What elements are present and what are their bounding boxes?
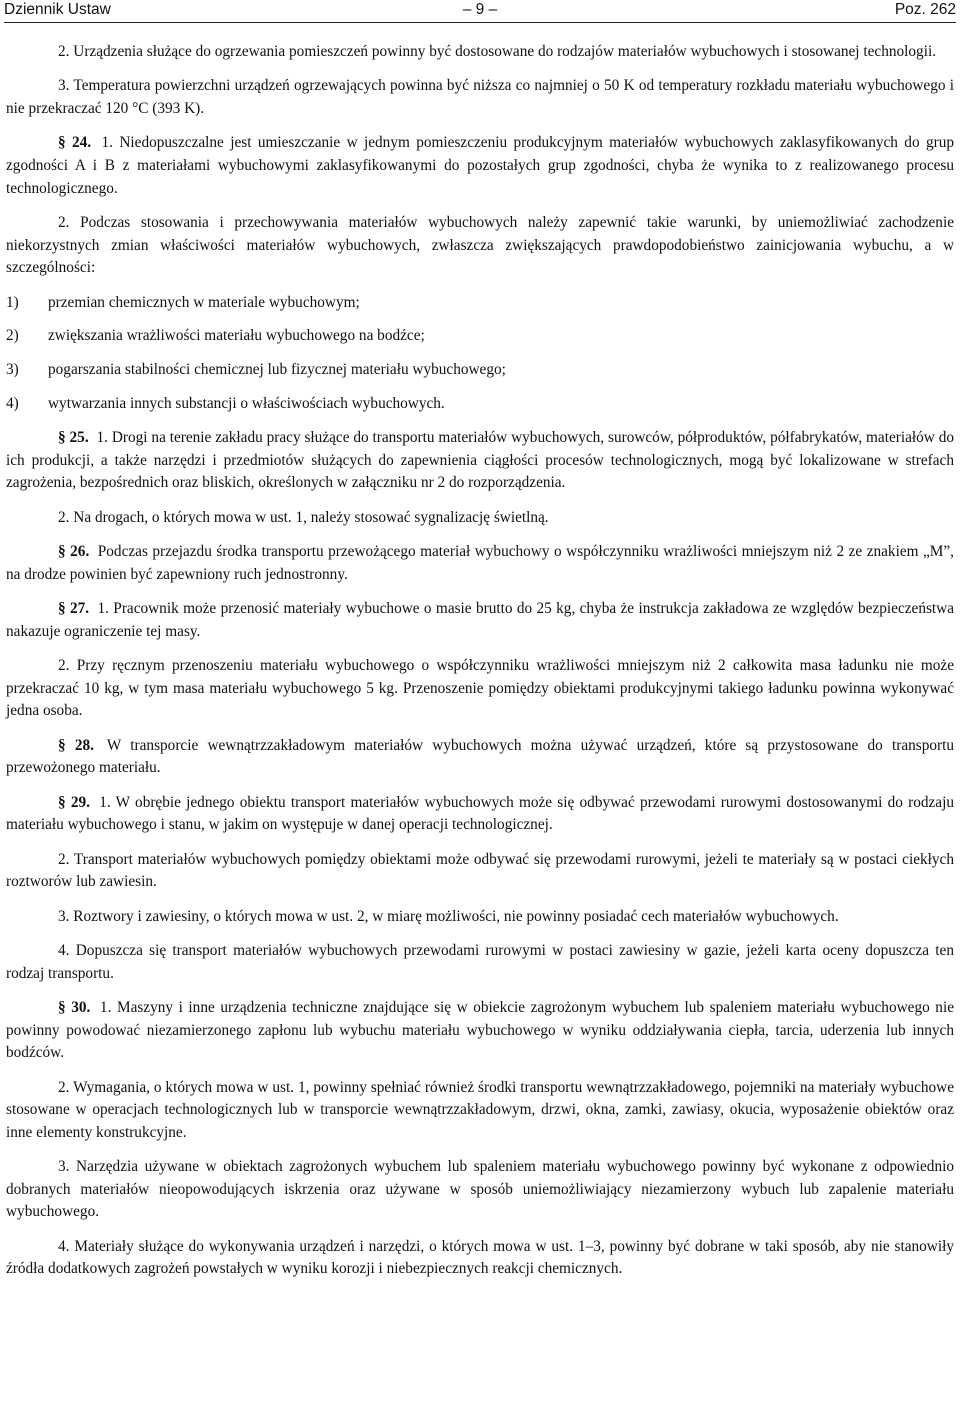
paragraph-text: 3. Roztwory i zawiesiny, o których mowa w ust. 2, w miarę możliwości, nie powinny posiadać cech materiałów wybuchowych.	[58, 907, 839, 925]
document-body	[6, 23, 954, 1281]
list-item-text: wytwarzania innych substancji o właściwościach wybuchowych.	[48, 395, 445, 413]
paragraph-text: 2. Transport materiałów wybuchowych pomiędzy obiektami może odbywać się przewodami rurowymi, jeżeli te materiały są w postaci ciekłych roztworów lub zawiesin.	[6, 850, 954, 891]
list-item-number: 4)	[6, 395, 19, 413]
paragraph-text: 2. Przy ręcznym przenoszeniu materiału wybuchowego o współczynniku wrażliwości mniejszym niż 2 całkowita masa ładunku nie może przekraczać 10 kg, w tym masa materiału wybuchowego 5 kg. Przenoszenie pomiędzy obiektami produkcyjnymi takiego ładunku powinna wykonywać jedna osoba.	[6, 657, 954, 720]
paragraph	[6, 792, 954, 837]
paragraph	[6, 1156, 954, 1224]
list-item-text: zwiększania wrażliwości materiału wybuchowego na bodźce;	[48, 327, 425, 345]
paragraph	[6, 1236, 954, 1281]
list-item	[6, 359, 954, 382]
paragraph	[6, 906, 954, 929]
list-item	[6, 292, 954, 315]
list-item-text: przemian chemicznych w materiale wybuchowym;	[48, 293, 360, 311]
paragraph	[6, 655, 954, 723]
paragraph-text: 2. Urządzenia służące do ogrzewania pomieszczeń powinny być dostosowane do rodzajów materiałów wybuchowych i stosowanej technologii.	[58, 43, 937, 60]
paragraph-text: 1. W obrębie jednego obiektu transport materiałów wybuchowych może się odbywać przewodami rurowymi dostosowanymi do rodzaju materiału wybuchowego i stanu, w jakim on występuje w danej operacji technologicznej.	[6, 793, 955, 834]
paragraph-block-2	[6, 427, 954, 1281]
list-item-number: 2)	[6, 327, 19, 345]
paragraph	[6, 541, 954, 586]
list-item-text: pogarszania stabilności chemicznej lub fizycznej materiału wybuchowego;	[48, 361, 506, 379]
paragraph-text: 1. Niedopuszczalne jest umieszczanie w jednym pomieszczeniu produkcyjnym materiałów wybuchowych zaklasyfikowanych do grup zgodności A i B z materiałami wybuchowymi zaklasyfikowanymi do pozostałych grup zgodności, chyba że wynika to z realizowanego procesu technologicznego.	[6, 134, 954, 197]
paragraph	[6, 132, 954, 200]
paragraph-text: 3. Narzędzia używane w obiektach zagrożonych wybuchem lub spaleniem materiału wybuchowego powinny być wykonane z odpowiednio dobranych materiałów nieopowodujących iskrzenia oraz używane w sposób uniemożliwiający niezamierzony wybuch lub zapalenie materiału wybuchowego.	[6, 1158, 954, 1221]
section-number: § 27.	[58, 600, 90, 618]
paragraph-block-1	[6, 41, 954, 280]
list-item-number: 3)	[6, 361, 19, 379]
paragraph	[6, 997, 954, 1065]
paragraph	[6, 598, 954, 643]
section-number: § 28.	[58, 736, 94, 754]
paragraph-text: 4. Dopuszcza się transport materiałów wybuchowych przewodami rurowymi w postaci zawiesiny w gazie, jeżeli karta oceny dopuszcza ten rodzaj transportu.	[6, 941, 954, 982]
paragraph	[6, 507, 954, 530]
paragraph-text: 3. Temperatura powierzchni urządzeń ogrzewających powinna być niższa co najmniej o 50 K od temperatury rozkładu materiału wybuchowego i nie przekraczać 120 °C (393 K).	[6, 77, 954, 117]
section-number: § 29.	[58, 793, 90, 811]
paragraph	[6, 41, 954, 64]
paragraph-text: Podczas przejazdu środka transportu przewożącego materiał wybuchowy o współczynniku wrażliwości mniejszym niż 2 ze znakiem „M”, na drodze powinien być zapewniony ruch jednostronny.	[6, 543, 955, 583]
paragraph	[6, 1077, 954, 1145]
paragraph-text: 2. Na drogach, o których mowa w ust. 1, należy stosować sygnalizację świetlną.	[58, 508, 549, 526]
page-header	[4, 0, 956, 23]
paragraph-text: 1. Maszyny i inne urządzenia techniczne znajdujące się w obiekcie zagrożonym wybuchem lub spaleniem materiału wybuchowego nie powinny powodować niezamierzonego zapłonu lub wybuchu materiału wybuchowego w wyniku oddziaływania ciepła, tarcia, uderzenia lub innych bodźców.	[6, 998, 954, 1062]
list-item	[6, 393, 954, 416]
section-number: § 25.	[58, 429, 89, 447]
paragraph	[6, 75, 954, 120]
section-number: § 30.	[58, 998, 91, 1016]
paragraph-text: 2. Podczas stosowania i przechowywania materiałów wybuchowych należy zapewnić takie warunki, by uniemożliwiać zachodzenie niekorzystnych zmian właściwości materiałów wybuchowych, zwłaszcza zwiększających prawdopodobieństwo zainicjowania wybuchu, a w szczególności:	[6, 213, 954, 277]
paragraph	[6, 735, 954, 780]
list-item	[6, 325, 954, 348]
paragraph-text: W transporcie wewnątrzzakładowym materiałów wybuchowych można używać urządzeń, które są przystosowane do transportu przewożonego materiału.	[6, 736, 955, 777]
section-number: § 24.	[58, 134, 92, 152]
list-item-number: 1)	[6, 293, 19, 311]
paragraph-text: 4. Materiały służące do wykonywania urządzeń i narzędzi, o których mowa w ust. 1–3, powinny być dobrane w taki sposób, aby nie stanowiły źródła dodatkowych zagrożeń powstałych w wyniku korozji i niebezpiecznych reakcji chemicznych.	[6, 1237, 954, 1278]
paragraph-text: 1. Drogi na terenie zakładu pracy służące do transportu materiałów wybuchowych, surowców, półproduktów, półfabrykatów, materiałów do ich produkcji, a także narzędzi i przedmiotów służących do zapewnienia ciągłości procesów technologicznych, mogą być lokalizowane w strefach zagrożenia, bezpośrednich oraz bliskich, określonych w załączniku nr 2 do rozporządzenia.	[6, 429, 954, 492]
paragraph	[6, 940, 954, 985]
position-number: Poz. 262	[894, 1, 956, 18]
paragraph-text: 1. Pracownik może przenosić materiały wybuchowe o masie brutto do 25 kg, chyba że instrukcja zakładowa ze względów bezpieczeństwa nakazuje ograniczenie tej masy.	[6, 600, 955, 640]
section-number: § 26.	[58, 543, 90, 561]
paragraph	[6, 212, 954, 280]
paragraph-text: 2. Wymagania, o których mowa w ust. 1, powinny spełniać również środki transportu wewnątrzzakładowego, pojemniki na materiały wybuchowe stosowane w operacjach technologicznych lub w transporcie wewnątrzzakładowym, drzwi, okna, zamki, zawiasy, okucia, wyposażenie obiektów oraz inne elementy konstrukcyjne.	[6, 1078, 954, 1141]
journal-title: Dziennik Ustaw	[4, 1, 111, 18]
page-number: – 9 –	[462, 1, 498, 18]
paragraph	[6, 849, 954, 894]
enumerated-list	[6, 292, 954, 416]
paragraph	[6, 427, 954, 495]
